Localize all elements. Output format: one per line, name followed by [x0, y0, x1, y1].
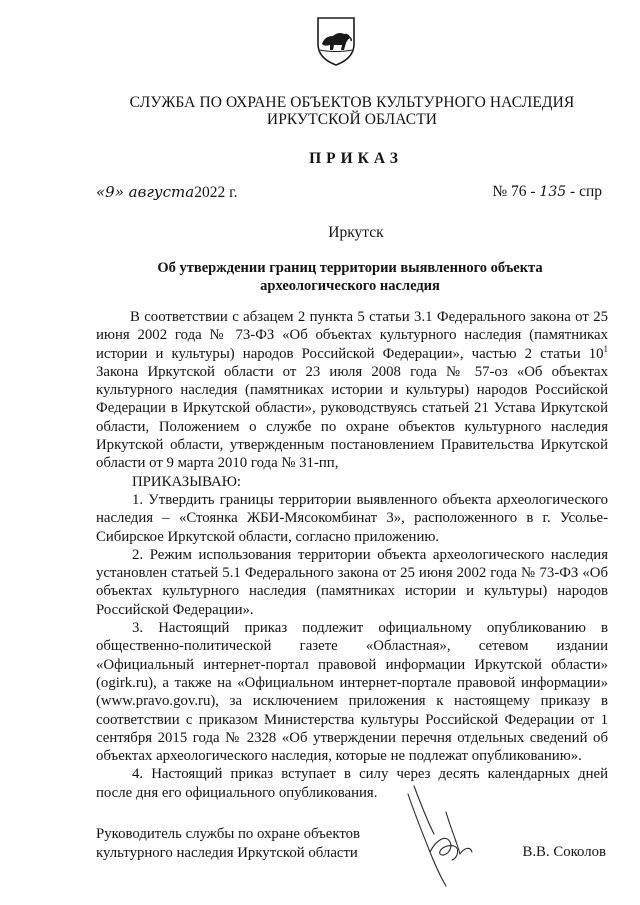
preamble-text-part2: Закона Иркутской области от 23 июля 2008 года № 57-оз «Об объектах культурного наследия (памятниках истории и культуры) народов Российской Федерации в Иркутской области», руководствуясь статьей 21 Устава Иркутской области, Положением о службе по охране объектов культурного наследия Иркутской области, утвержденным постановлением Правительства Иркутской области от 9 марта 2010 года № 31-пп,: [96, 363, 608, 472]
order-item-3: 3. Настоящий приказ подлежит официальному опубликованию в общественно-политической газете «Областная», сетевом издании «Официальный интернет-портал правовой информации Иркутской области» (ogirk.ru), а также на «Официальном интернет-портале правовой информации» (www.pravo.gov.ru), за исключением приложения к настоящему приказу в соответствии с приказом Министерства культуры Российской Федерации от 1 сентября 2015 года № 2328 «Об утверждении перечня отдельных сведений об объектах археологического наследия, которые не подлежат опубликованию».: [96, 620, 608, 765]
handwritten-date: «9» августа: [96, 183, 195, 201]
document-number: [492, 183, 602, 201]
organization-name-line-2: ИРКУТСКОЙ ОБЛАСТИ: [266, 111, 438, 128]
preamble-text-part1: В соответствии с абзацем 2 пункта 5 статьи 3.1 Федерального закона от 25 июня 2002 года № 73-ФЗ «Об объектах культурного наследия (памятниках истории и культуры) народов Российской Федерации», частью 2 статьи 10: [96, 309, 608, 362]
signatory-position-line-2: культурного наследия Иркутской области: [96, 845, 358, 861]
document-body: [96, 308, 608, 802]
signatory-position-line-1: Руководитель службы по охране объектов: [96, 826, 361, 842]
signatory-name: В.В. Соколов: [522, 844, 606, 860]
order-item-1: 1. Утвердить границы территории выявленного объекта археологического наследия – «Стоянка ЖБИ-Мясокомбинат 3», расположенного в г. Усолье-Сибирское Иркутской области, согласно приложению.: [96, 491, 608, 545]
document-subject: Об утверждении границ территории выявленного объекта археологического наследия: [157, 260, 543, 294]
preamble-paragraph: [96, 308, 608, 473]
order-word: ПРИКАЗЫВАЮ:: [132, 473, 242, 490]
number-suffix: - спр: [570, 183, 602, 200]
document-date: [96, 183, 238, 202]
order-item-4: 4. Настоящий приказ вступает в силу через десять календарных дней после дня его официального опубликования.: [96, 766, 608, 801]
handwritten-number: 135: [539, 184, 567, 200]
number-prefix: № 76 -: [492, 183, 536, 200]
date-year: 2022 г.: [194, 184, 238, 201]
signatory-position: [96, 825, 360, 863]
article-superscript: 1: [603, 343, 608, 354]
document-title: ПРИКАЗ: [309, 150, 403, 167]
handwritten-signature: [400, 782, 480, 892]
irkutsk-coat-of-arms-emblem: [314, 14, 358, 66]
city-name: Иркутск: [328, 224, 384, 241]
order-item-2: 2. Режим использования территории объекта археологического наследия установлен статьей 5.1 Федерального закона от 25 июня 2002 года № 73-ФЗ «Об объектах культурного наследия (памятниках истории и культуры) народов Российской Федерации».: [96, 546, 608, 618]
organization-name-line-1: СЛУЖБА ПО ОХРАНЕ ОБЪЕКТОВ КУЛЬТУРНОГО НАСЛЕДИЯ: [129, 94, 575, 111]
